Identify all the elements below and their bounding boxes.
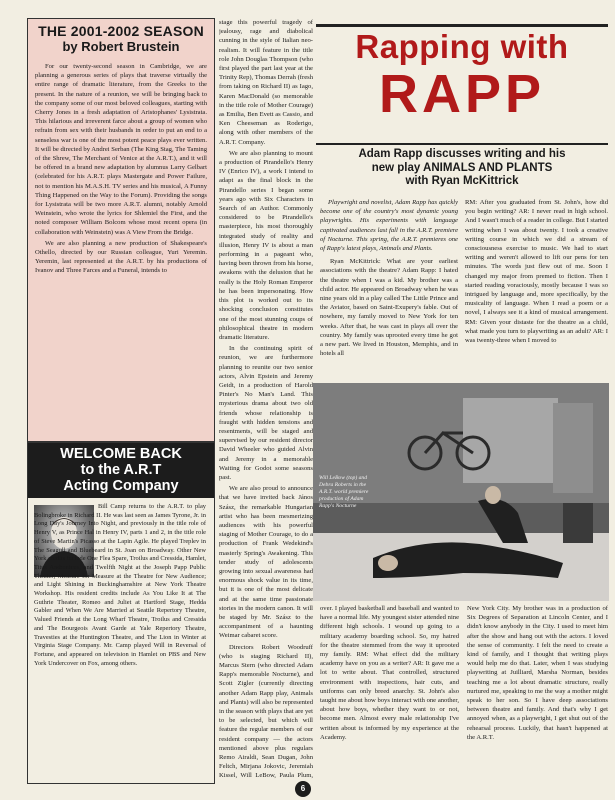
welcome-banner: [28, 443, 214, 498]
header-rule-bottom: [316, 143, 608, 145]
article-headline: [316, 28, 608, 148]
article-bottom-right-text: New York City. My brother was in a production of Six Degrees of Separation at Lincoln Center, and I didn't know anybody in the City. I used to meet him after the show and hang out with the actors. I loved the sense of community. I felt the need to create a kind of family, and I thought that writing plays would help me do that. Later, when I was studying playwriting at Juilliard, Marsha Norman, besides teaching me a lot about dramatic structure, really nurtured me, speaking to me the way a mother might speak to her son. So I have deep associations between theatre and family. And that's why I get annoyed when, as a playwright, I get shut out of the rehearsal process. Luckily, that hasn't happened at the A.R.T.: [467, 605, 608, 741]
middle-paragraph: We are also proud to announce that we have invited back János Szász, the remarkable Hungarian artist who has been mesmerizing audiences with his powerful staging of Mother Courage, to do a production of Frank Wedekind's masterly Spring's Awakening. This tender study of adolescents growing into sexual awareness had enormous shock value in its time, but it is one of the most delicate and at the same time passionate stories in the modern canon. It will be staged by Mr. Szász to the accompaniment of a haunting Weimar cabaret score.: [219, 485, 313, 640]
header-rule-top: [316, 24, 608, 27]
photo-caption: Will LeBow (top) and Debra Roberts in the A.R.T. world premiere production of Adam Rapp's Nocturne: [319, 475, 369, 509]
welcome-box: [27, 442, 215, 784]
middle-paragraph: Directors Robert Woodruff (who is staging Richard II), Marcus Stern (who directed Adam Rapp's memorable Nocturne), and Scott Zigler (currently directing another Adam Rapp play, Animals and Plants) will also be represented in the season with plays that are yet to be selected, but which will feature the regular members of our resident company — the actors mentioned above plus regulars Remo Airaldi, Sean Dugan, John Feltch, Mirjana Jokovic, Jeremiah Kissel, Will LeBow, Paula Plum,: [219, 643, 313, 780]
season-box: [27, 18, 215, 442]
welcome-title-line2: to the A.R.T: [80, 462, 162, 478]
article-right-text: RM: After you graduated from St. John's, how did you begin writing? AR: I never read in high school. And I wasn't much of a reader in college. But I started writing when I was about twenty. I took a creative writing course in which we did a stream of consciousness exercise to music. We had to start writing and weren't allowed to lift our pens for ten minutes. The words just flew out of me. Soon I changed my major from premed to fiction. Then I started reading voraciously, mostly because I was so intrigued by language and, more specifically, by the musicality of language. When I read a poem or a novel, I always see it a kind of musical arrangement. RM: Given your distaste for the theatre as a child, what made you turn to playwriting as an adult? AR: I was twenty-three when I moved to: [465, 199, 608, 345]
middle-paragraph: stage this powerful tragedy of jealousy, rage and diabolical cunning in the style of Italian neo-realism. It will feature in the title role John Douglas Thompson (who first played the part last year at the Trinity Rep), Thomas Derrah (fresh from taking on Richard II) as Iago, Karen MacDonald (so memorable in the title role of Mother Courage) as Emilia, Ben Evett as Cassio, and Ken Cheeseman as Roderigo, along with other members of the A.R.T. Company.: [219, 19, 313, 146]
middle-column: [219, 18, 313, 782]
subhead-line2: new play ANIMALS AND PLANTS: [371, 161, 553, 174]
article-bottom-left: [320, 604, 459, 782]
welcome-title-line1: WELCOME BACK: [60, 446, 182, 462]
production-photo: [313, 383, 609, 601]
season-body: [28, 59, 214, 276]
welcome-title-line3: Acting Company: [63, 478, 179, 494]
headline-line2: RAPP: [378, 64, 546, 124]
article-left-text: Ryan McKittrick: What are your earliest associations with the theatre? Adam Rapp: I hated the theatre when I was a kid. My brother was a child actor. He appeared on Broadway when he was nine years old in a play called The Little Prince and the Aviator, based on Saint-Exupery's fable. Out of nowhere, my family moved to New York for ten weeks. After that, he was cast in plays all over the country. My family was uprooted every time he got a new part. We lived in Houston, Memphis, and in hotels all: [320, 258, 458, 358]
season-paragraph: For our twenty-second season in Cambridge, we are planning a generous series of plays that traverse virtually the entire range of dramatic literature, from the Greeks to the present. In the nature of a reunion, we will be bringing back to the company some of our most beloved colleagues, starting with Cherry Jones in a fresh adaptation of Aristophanes' Lysistrata. This hilarious and irreverent farce about a group of women who refrain from sex with their husbands in order to put an end to a senseless war is one of the most potent peace plays ever written. It will be directed by Andrei Serban (The King Stag, The Taming of the Shrew, The Merchant of Venice at the A.R.T.), and it will be offered in a brand new adaptation by alumnus Larry Gelbart (celebrated for his A.R.T. plays Mastergate and Power Failure, not to mention his M.A.S.H. TV series and his musical, A Funny Thing Happened on the Way to the Forum). Providing the songs for Lysistrata will be two more A.R.T. alumni, notably Arnold Weinstein, who wrote the lyrics for Shlemiel the First, and the noted composer William Bolcom whose most recent opera (in collaboration with Weinstein) was A View From the Bridge.: [35, 63, 207, 236]
welcome-body: Bill Camp returns to the A.R.T. to play Bolingbroke in Richard II. He was last seen as James Tyrone, Jr. in Long Day's Journey Into Night, and previously in the title role of Henry V, as Prince Hal in Henry IV, parts 1 and 2, in the title role of Steve Martin's Picasso at the Lapin Agile. He played Treplev in The Seagull and Bluebeard in St. Joan on Broadway. Other New York credits include One Flea Spare, Troilus and Cressida, Hamlet, Titus Andronicus, and Twelfth Night at the Joseph Papp Public Theater; Measure for Measure at the Theatre for New Audience; and Light Shining in Buckinghamshire at New York Theatre Workshop. His resident credits include As You Like It at The Guthrie Theater, Romeo and Juliet at Hartford Stage, Hedda Gabler and When We Are Married at Seattle Repertory Theatre, Valued Friends at the Long Wharf Theatre, Troilus and Cressida and The Bourgeois Avant Garde at Yale Repertory Theatre, Travesties at the Huntington Theatre, and The Lion in Winter at Virginia Stage Company. Mr. Camp played Will in Reversal of Fortune, and appeared on television in Hamlet on PBS and New York Undercover on Fox, among others.: [34, 503, 206, 667]
article-intro: Playwright and novelist, Adam Rapp has quickly become one of the country's most dynamic young playwrights. His experiments with language captivated audiences last fall in the A.R.T. premiere of Nocturne. This spring, the A.R.T. premieres one of Rapp's latest plays, Animals and Plants.: [320, 199, 458, 253]
page-number: 6: [295, 781, 311, 797]
headline-line1: Rapping with: [355, 28, 569, 65]
subhead-line1: Adam Rapp discusses writing and his: [358, 148, 566, 160]
season-byline: by Robert Brustein: [62, 39, 180, 54]
middle-paragraph: In the continuing spirit of reunion, we are furthermore planning to reunite our two senior actors, Alvin Epstein and Jeremy Geidt, in a production of Harold Pinter's No Man's Land. This mysterious drama about two old friends whose relationship is fraught with hidden tensions and resentments, will be staged and supervised by our resident director David Wheeler who guided Alvin and Jeremy in a memorable Waiting for Godot some seasons past.: [219, 345, 313, 481]
article-bottom-right: [467, 604, 608, 782]
subhead-line3: with Ryan McKittrick: [405, 175, 519, 187]
article-left-column: [320, 198, 458, 380]
season-title: THE 2001-2002 SEASON: [38, 23, 204, 39]
article-right-column: [465, 198, 608, 380]
article-bottom-left-text: over. I played basketball and baseball and wanted to have a normal life. My youngest sister attended nine different high schools. I wound up going to a military academy boarding school. So, my hatred for the theatre stemmed from the way it uprooted my family. RM: What effect did the military academy have on you as a writer? AR: It gave me a lot to write about. That controlled, structured environment with inspections, hair cuts, and uniforms can only breed anarchy. St. John's also taught me about how boys interact with one another, about how boys, whether they want to or not, become men. Almost every male relationship I've written about is informed by my experience at the Academy.: [320, 605, 459, 741]
season-banner: [28, 19, 214, 59]
middle-paragraph: We are also planning to mount a production of Pirandello's Henry IV (Enrico IV), a work I intend to adapt as the final block in the Pirandello series I began some years ago with Six Characters in Search of an Author. Commonly considered to be Pirandello's masterpiece, his most thoroughly integrated study of reality and illusion, Henry IV is about a man performing in a pageant who, having been thrown from his horse, awakens with the delusion that he really is the Holy Roman Emperor he has been impersonating. How this plot is worked out to its shocking conclusion constitutes one of the most stunning coups of philosophical theatre in modern dramatic literature.: [219, 149, 313, 341]
season-paragraph: We are also planning a new production of Shakespeare's Othello, directed by our Russian colleague, Yuri Yeremin. Yeremin, last represented at the A.R.T. by his productions of Ivanov and Three Farces and a Funeral, intends to: [35, 239, 207, 275]
article-subhead: [316, 148, 608, 194]
